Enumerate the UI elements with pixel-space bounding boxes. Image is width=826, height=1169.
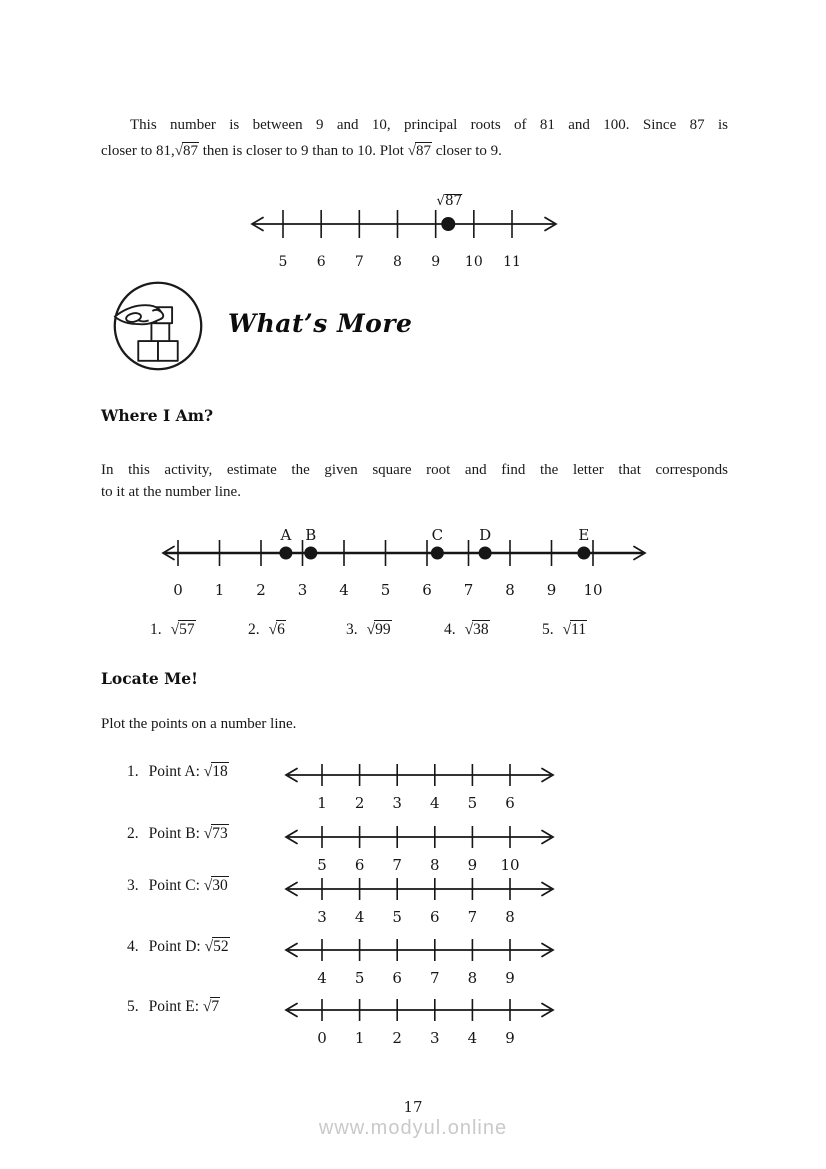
svg-text:7: 7: [430, 969, 440, 987]
sqrt-87-inline-1: √87: [174, 143, 198, 159]
svg-text:7: 7: [392, 856, 402, 874]
sqrt-option-2: 2. √6: [248, 621, 285, 638]
plot-label-e: 5. Point E: √7: [127, 998, 220, 1015]
svg-text:1: 1: [214, 581, 225, 599]
svg-text:5: 5: [380, 581, 391, 599]
svg-text:5: 5: [467, 794, 478, 812]
svg-text:1: 1: [354, 1029, 365, 1047]
svg-text:4: 4: [339, 581, 349, 599]
radical-symbol: √: [204, 938, 213, 955]
plot-label-c: 3. Point C: √30: [127, 877, 228, 894]
svg-text:0: 0: [173, 581, 183, 599]
svg-text:B: B: [305, 526, 317, 544]
sqrt-option-1: 1. √57: [150, 621, 195, 638]
svg-text:8: 8: [505, 581, 515, 599]
radical-symbol: √: [268, 621, 277, 638]
svg-text:11: 11: [503, 254, 521, 270]
watermark: www.modyul.online: [318, 1117, 508, 1139]
svg-text:8: 8: [393, 254, 402, 270]
svg-text:3: 3: [317, 908, 327, 926]
numberline-plot-c: [284, 874, 556, 928]
plot-row-e: [0, 995, 826, 1051]
svg-text:4: 4: [430, 794, 440, 812]
svg-text:9: 9: [467, 856, 478, 874]
svg-text:C: C: [431, 526, 444, 544]
intro-line-2: closer to 81,√87 then is closer to 9 than to 10. Plot √87 closer to 9.: [101, 143, 502, 159]
svg-text:9: 9: [546, 581, 557, 599]
svg-text:10: 10: [464, 254, 483, 270]
svg-text:7: 7: [467, 908, 478, 926]
radical-symbol: √: [562, 621, 571, 638]
radical-symbol: √: [407, 143, 415, 159]
numberline-plot-a: [284, 760, 556, 814]
svg-text:2: 2: [354, 794, 365, 812]
svg-text:10: 10: [583, 581, 603, 599]
locate-me-heading: Locate Me!: [101, 669, 198, 688]
numberline-letters: [155, 515, 695, 600]
svg-text:8: 8: [430, 856, 440, 874]
svg-text:9: 9: [505, 1029, 515, 1047]
radical-symbol: √: [174, 143, 182, 159]
sqrt-87-inline-2: √87: [407, 143, 431, 159]
plot-row-b: [0, 822, 826, 878]
activity-instructions-line-1: In this activity, estimate the given square root and find the letter that corresponds: [101, 462, 728, 478]
numberline-plot-e: [284, 995, 556, 1049]
svg-text:2: 2: [392, 1029, 402, 1047]
radical-symbol: √: [464, 621, 473, 638]
svg-text:2: 2: [256, 581, 266, 599]
svg-text:3: 3: [392, 794, 402, 812]
svg-text:5: 5: [354, 969, 365, 987]
radical-symbol: √: [203, 825, 212, 842]
svg-text:6: 6: [505, 794, 515, 812]
svg-text:3: 3: [430, 1029, 440, 1047]
hand-stacking-blocks-icon: [111, 279, 205, 373]
sqrt-option-5: 5. √11: [542, 621, 587, 638]
plot-row-a: [0, 760, 826, 816]
numberline-sqrt87: [248, 190, 568, 272]
svg-text:8: 8: [467, 969, 478, 987]
svg-text:6: 6: [430, 908, 440, 926]
svg-text:3: 3: [297, 581, 308, 599]
svg-text:0: 0: [317, 1029, 327, 1047]
intro-line-1: This number is between 9 and 10, principal roots of 81 and 100. Since 87 is: [130, 117, 728, 133]
intro-paragraph: [101, 112, 728, 164]
svg-text:E: E: [578, 526, 590, 544]
radical-symbol: √: [170, 621, 179, 638]
sqrt-option-3: 3. √99: [346, 621, 391, 638]
svg-text:4: 4: [317, 969, 327, 987]
plot-label-a: 1. Point A: √18: [127, 763, 228, 780]
svg-text:4: 4: [467, 1029, 478, 1047]
svg-text:6: 6: [392, 969, 402, 987]
page-number: 17: [403, 1098, 423, 1116]
svg-text:5: 5: [392, 908, 402, 926]
svg-text:5: 5: [278, 254, 288, 270]
radical-symbol: √: [202, 998, 211, 1015]
plot-label-b: 2. Point B: √73: [127, 825, 228, 842]
svg-text:7: 7: [463, 581, 474, 599]
svg-text:6: 6: [422, 581, 432, 599]
numberline-plot-d: [284, 935, 556, 989]
plot-row-c: [0, 874, 826, 930]
plot-label-d: 4. Point D: √52: [127, 938, 229, 955]
radical-symbol: √: [203, 763, 212, 780]
svg-text:6: 6: [354, 856, 365, 874]
svg-text:10: 10: [500, 856, 520, 874]
radical-symbol: √: [203, 877, 212, 894]
activity-instructions-line-2: to it at the number line.: [101, 484, 241, 500]
numberline-plot-b: [284, 822, 556, 876]
svg-text:A: A: [280, 526, 292, 544]
svg-text:6: 6: [316, 254, 326, 270]
svg-text:1: 1: [317, 794, 327, 812]
svg-text:4: 4: [354, 908, 365, 926]
sqrt-option-4: 4. √38: [444, 621, 489, 638]
svg-text:9: 9: [431, 254, 441, 270]
svg-text:7: 7: [354, 254, 364, 270]
svg-text:√87: √87: [436, 193, 463, 209]
svg-text:5: 5: [317, 856, 327, 874]
where-i-am-heading: Where I Am?: [101, 406, 214, 425]
whats-more-heading: What’s More: [228, 309, 413, 338]
svg-text:8: 8: [505, 908, 515, 926]
svg-text:D: D: [479, 526, 492, 544]
sqrt-options-row: [150, 621, 640, 639]
plot-instructions: Plot the points on a number line.: [101, 716, 297, 732]
plot-row-d: [0, 935, 826, 991]
activity-instructions: [101, 459, 728, 503]
radical-symbol: √: [366, 621, 375, 638]
svg-text:9: 9: [505, 969, 515, 987]
